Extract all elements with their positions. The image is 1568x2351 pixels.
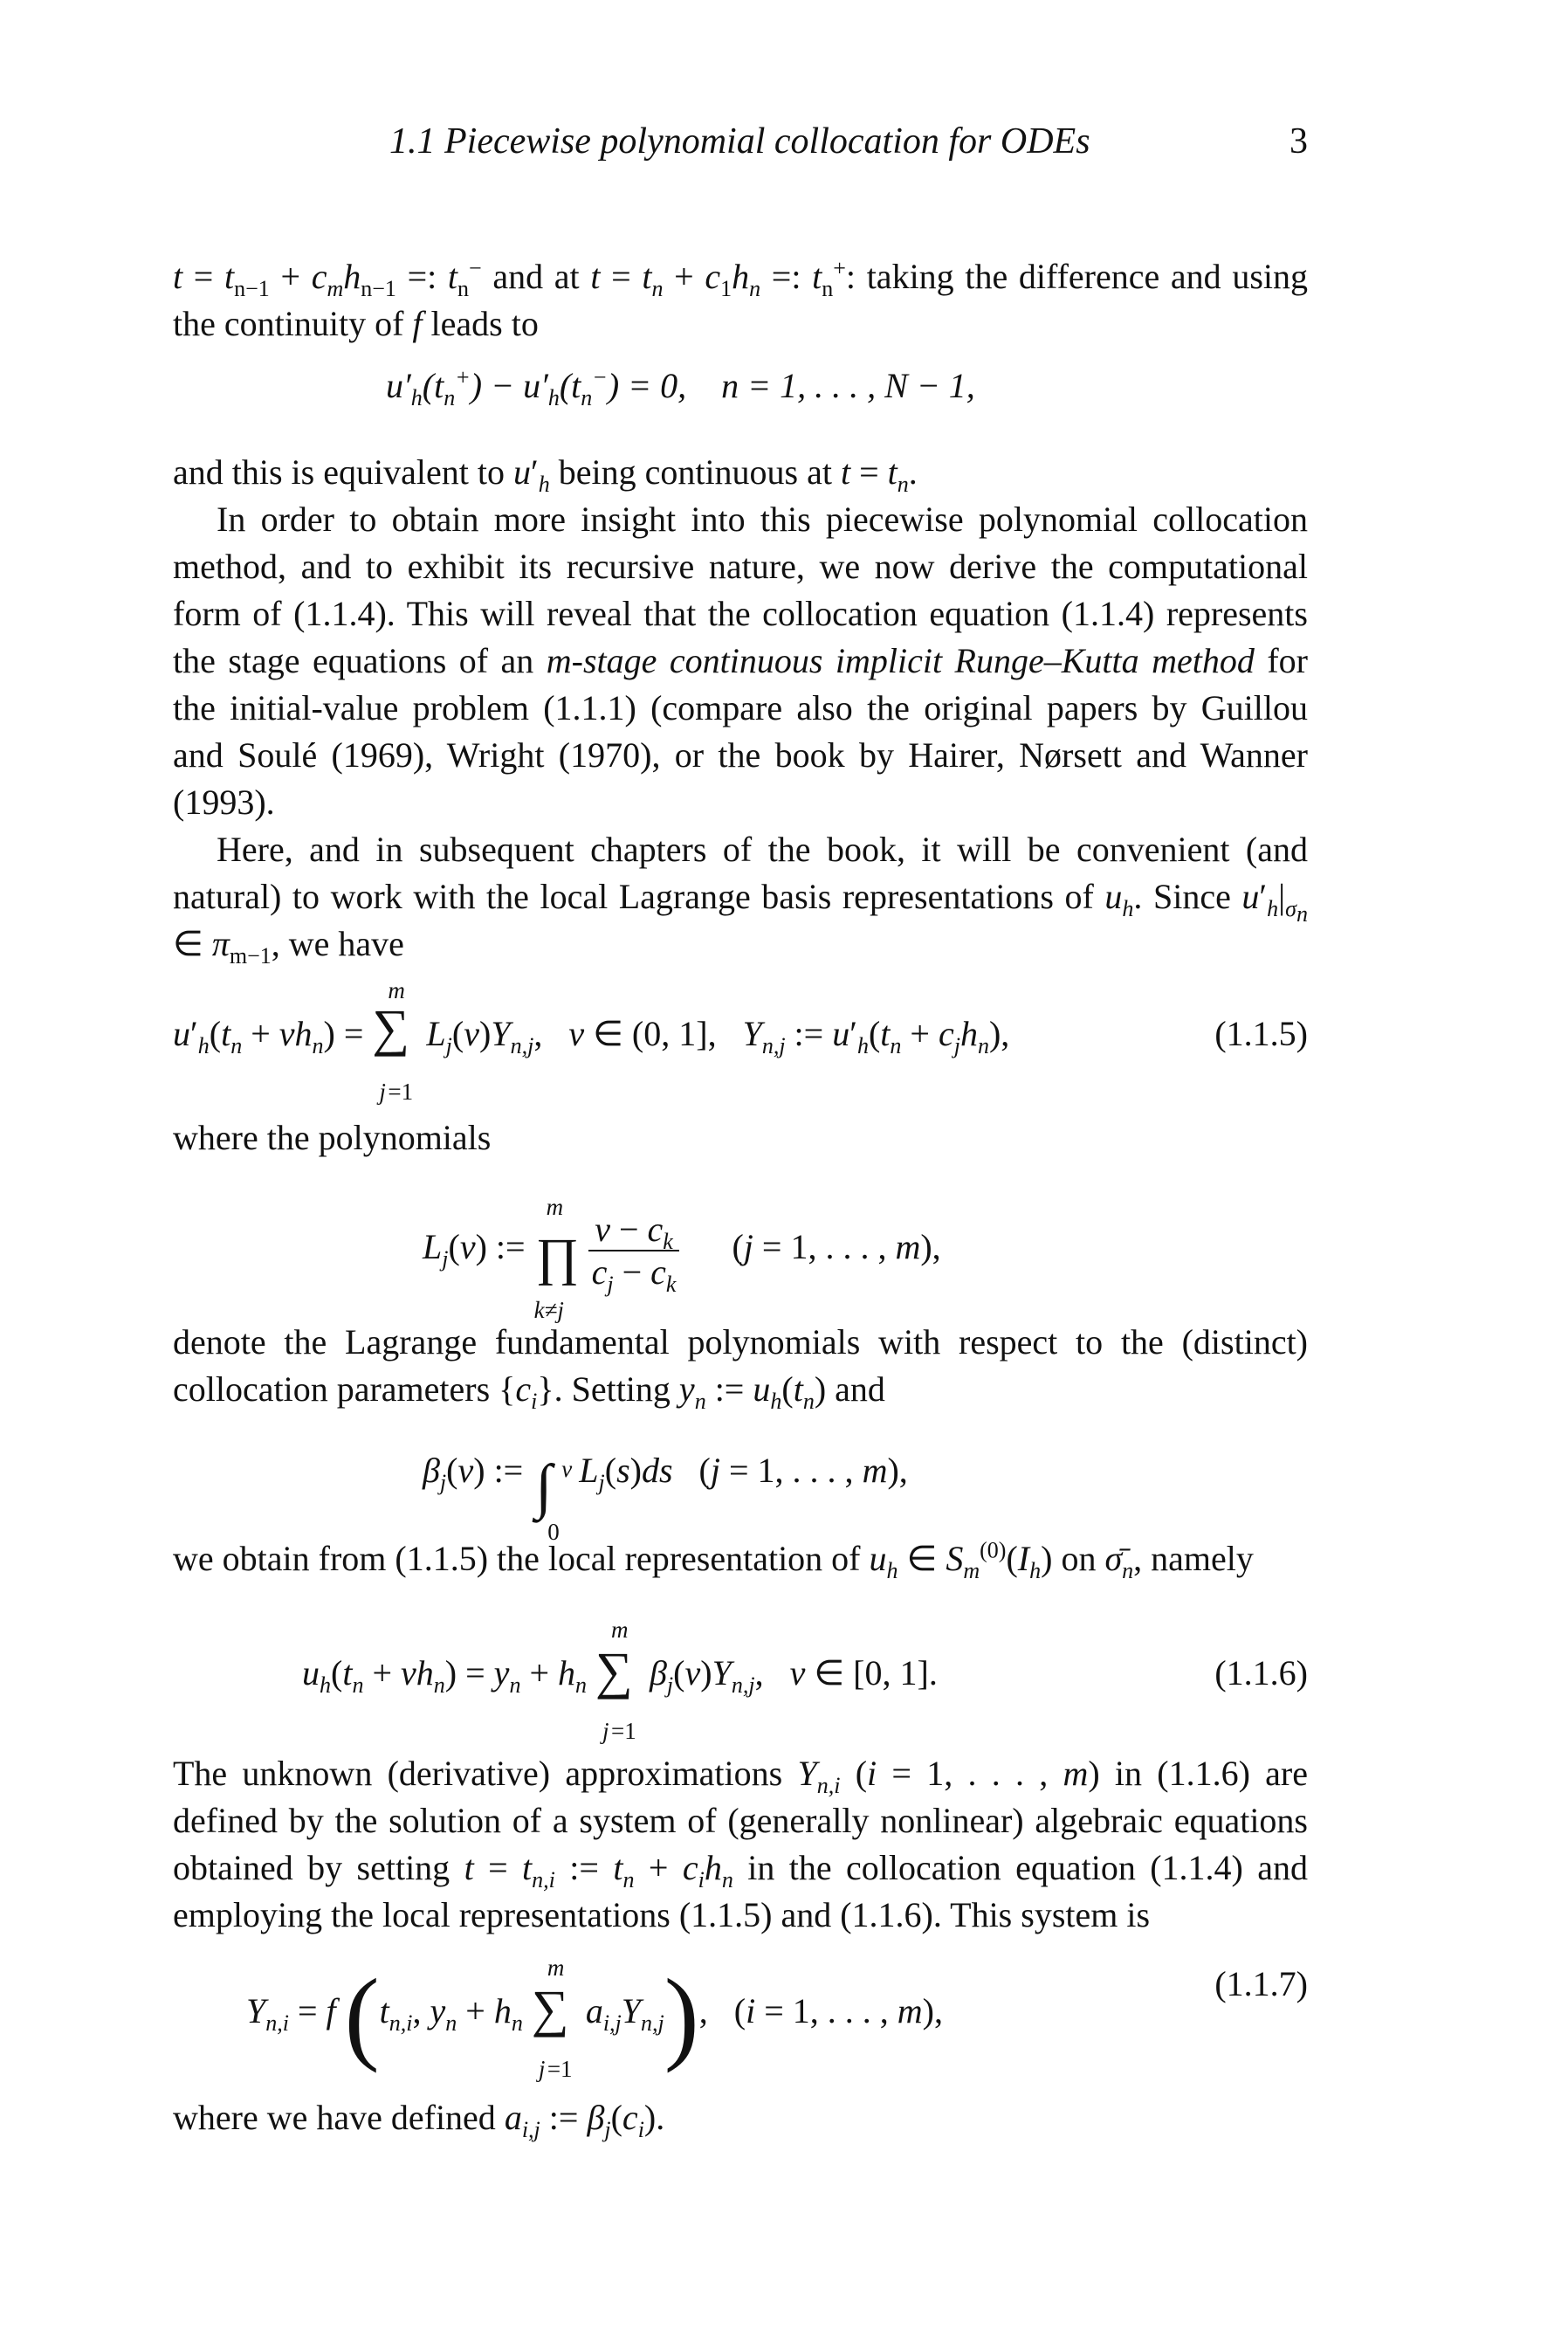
paragraph-9 bbox=[173, 2094, 1308, 2141]
paragraph-8-text: The unknown (derivative) approximations $Y_{n,i}$ (i = 1, . . . , m) in (1.1.6) are defined by the solution of a system of (generally nonlinear) algebraic equations obtained by setting $t = t_{n,i}$ := $t_n + c_ih_n$ in the collocation equation (1.1.4) and employing the local representations (1.1.5) and (1.1.6). This system is bbox=[173, 1754, 1309, 1934]
paragraph-6-text: denote the Lagrange fundamental polynomials with respect to the (distinct) collocation parameters $\{c_i\}$. Setting $y_n$ := $u_h(t_n)$ and bbox=[173, 1322, 1308, 1414]
equation-number-1-1-7: (1.1.7) bbox=[1214, 1964, 1308, 2003]
paragraph-7 bbox=[173, 1535, 1308, 1582]
paragraph-8 bbox=[173, 1750, 1308, 1939]
running-head bbox=[173, 121, 1308, 173]
equation-1-1-7: $Y_{n,i} = f$ ($t_{n,i}$, $y_n + h_n$ ∑ m j =1 $a_{i,j}Y_{n,j}$), (i = 1, . . . , m), (1.1.7) bbox=[246, 1955, 1308, 2082]
paragraph-4-text: Here, and in subsequent chapters of the book, it will be convenient (and natural) to work with the local Lagrange basis representations of $u_h$. Since $u'_h|_{\sigma_n}$ ∈ $\pi_{m-1}$, we have bbox=[173, 830, 1308, 969]
paragraph-1-text: $t = t_{n-1} + c_mh_{n-1}$ =: $t_n^-$ and at $t = t_n + c_1h_n$ =: $t_n^+$: taking the difference and using the continuity of f leads to bbox=[173, 255, 1309, 343]
paragraph-1 bbox=[173, 253, 1308, 348]
paragraph-6 bbox=[173, 1319, 1308, 1413]
equation-continuity: $u'_h(t_n^+) - u'_h(t_n^-) = 0$, n = 1, . . . , N − 1, bbox=[386, 364, 975, 410]
page-number: 3 bbox=[1289, 121, 1308, 162]
equation-number-1-1-6: (1.1.6) bbox=[1214, 1653, 1308, 1693]
paragraph-7-text: we obtain from (1.1.5) the local representation of $u_h$ ∈ $S_m^{(0)}(I_h)$ on $\sigmā_n$, namely bbox=[173, 1537, 1254, 1583]
paragraph-5-text: where the polynomials bbox=[173, 1118, 492, 1157]
equation-lagrange-polynomials: $L_j(v)$ := ∏ m k≠j $\frac{v - c_k}{c_j - c_k}$ (j = 1, . . . , m), bbox=[423, 1194, 941, 1324]
equation-beta: $\beta_j(v)$ := ∫ v 0 $L_j(s)ds$ (j = 1, . . . , m), bbox=[423, 1451, 908, 1545]
paragraph-9-text: where we have defined $a_{i,j}$ := $\beta_j(c_i)$. bbox=[173, 2098, 665, 2142]
paragraph-3-text: In order to obtain more insight into this piecewise polynomial collocation method, and to exhibit its recursive nature, we now derive the computational form of (1.1.4). This will reveal that the collocation equation (1.1.4) represents the stage equations of an m-stage continuous implicit Runge–Kutta method for the initial-value problem (1.1.1) (compare also the original papers by Guillou and Soulé (1969), Wright (1970), or the book by Hairer, Nørsett and Wanner (1993). bbox=[173, 500, 1308, 822]
paragraph-2-text: and this is equivalent to $u'_h$ being continuous at $t = t_n$. bbox=[173, 452, 918, 497]
paragraph-4 bbox=[173, 826, 1308, 968]
equation-number-1-1-5: (1.1.5) bbox=[1214, 1014, 1308, 1053]
page bbox=[173, 0, 1308, 2351]
paragraph-5 bbox=[173, 1114, 1308, 1162]
equation-1-1-6: $u_h(t_n + vh_n) = y_n + h_n$ ∑ m j =1 $\beta_j(v)Y_{n,j}$, v ∈ [0, 1]. (1.1.6) bbox=[302, 1617, 1308, 1744]
paragraph-2 bbox=[173, 449, 1308, 496]
paragraph-3 bbox=[173, 496, 1308, 826]
equation-1-1-5: $u'_h(t_n + vh_n)$ = ∑ m j =1 $L_j(v)Y_{n,j}$, v ∈ (0, 1], $Y_{n,j}$ := $u'_h(t_n + c_jh_n)$, (1.1.5) bbox=[173, 977, 1308, 1105]
running-title: 1.1 Piecewise polynomial collocation for ODEs bbox=[389, 121, 1090, 162]
